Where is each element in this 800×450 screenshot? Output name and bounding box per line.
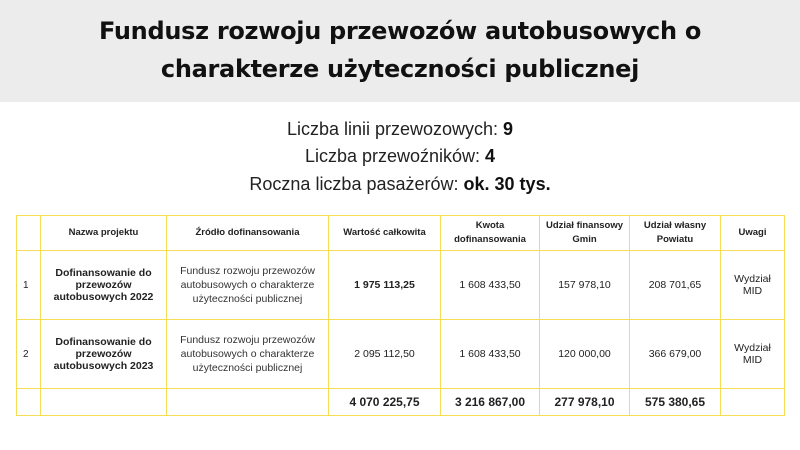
total-value: 1 975 113,25	[329, 251, 441, 320]
totals-gmin: 277 978,10	[540, 389, 630, 416]
funding-source: Fundusz rozwoju przewozów autobusowych o charakterze użyteczności publicznej	[167, 251, 329, 320]
totals-funding: 3 216 867,00	[441, 389, 540, 416]
row-number: 1	[17, 251, 41, 320]
gmin-share: 157 978,10	[540, 251, 630, 320]
col-header-notes: Uwagi	[721, 216, 785, 251]
col-header-funding: Kwota dofinansowania	[441, 216, 540, 251]
totals-powiat: 575 380,65	[630, 389, 721, 416]
table-row	[17, 251, 785, 320]
funding-source: Fundusz rozwoju przewozów autobusowych o charakterze użyteczności publicznej	[167, 320, 329, 389]
table-header-row	[17, 216, 785, 251]
col-header-powiat: Udział własny Powiatu	[630, 216, 721, 251]
notes: Wydział MID	[721, 251, 785, 320]
totals-empty-cell	[17, 389, 41, 416]
totals-empty-cell	[41, 389, 167, 416]
col-header-gmin: Udział finansowy Gmin	[540, 216, 630, 251]
stat-passengers	[0, 174, 800, 195]
powiat-share: 366 679,00	[630, 320, 721, 389]
stat-lines-value: 9	[503, 119, 514, 139]
stat-passengers-value: ok. 30 tys.	[463, 174, 551, 194]
project-name: Dofinansowanie do przewozów autobusowych 2023	[41, 320, 167, 389]
table-row	[17, 320, 785, 389]
totals-empty-cell	[721, 389, 785, 416]
stat-passengers-label: Roczna liczba pasażerów:	[249, 174, 459, 194]
page-title-line-1: Fundusz rozwoju przewozów autobusowych o	[98, 17, 702, 45]
page-title-line-2: charakterze użyteczności publicznej	[160, 55, 640, 83]
col-header-total: Wartość całkowita	[329, 216, 441, 251]
project-name: Dofinansowanie do przewozów autobusowych 2022	[41, 251, 167, 320]
funding-table	[16, 215, 785, 416]
col-header-name: Nazwa projektu	[41, 216, 167, 251]
funding-amount: 1 608 433,50	[441, 251, 540, 320]
stat-lines	[0, 119, 800, 140]
total-value: 2 095 112,50	[329, 320, 441, 389]
gmin-share: 120 000,00	[540, 320, 630, 389]
col-header-source: Źródło dofinansowania	[167, 216, 329, 251]
powiat-share: 208 701,65	[630, 251, 721, 320]
totals-empty-cell	[167, 389, 329, 416]
notes: Wydział MID	[721, 320, 785, 389]
stat-carriers-value: 4	[485, 146, 496, 166]
title-banner	[0, 0, 800, 102]
stat-lines-label: Liczba linii przewozowych:	[286, 119, 499, 139]
totals-total-value: 4 070 225,75	[329, 389, 441, 416]
stat-carriers-label: Liczba przewoźników:	[304, 146, 481, 166]
stat-carriers	[0, 146, 800, 167]
row-number: 2	[17, 320, 41, 389]
col-header-no	[17, 216, 41, 251]
funding-amount: 1 608 433,50	[441, 320, 540, 389]
totals-row	[17, 389, 785, 416]
